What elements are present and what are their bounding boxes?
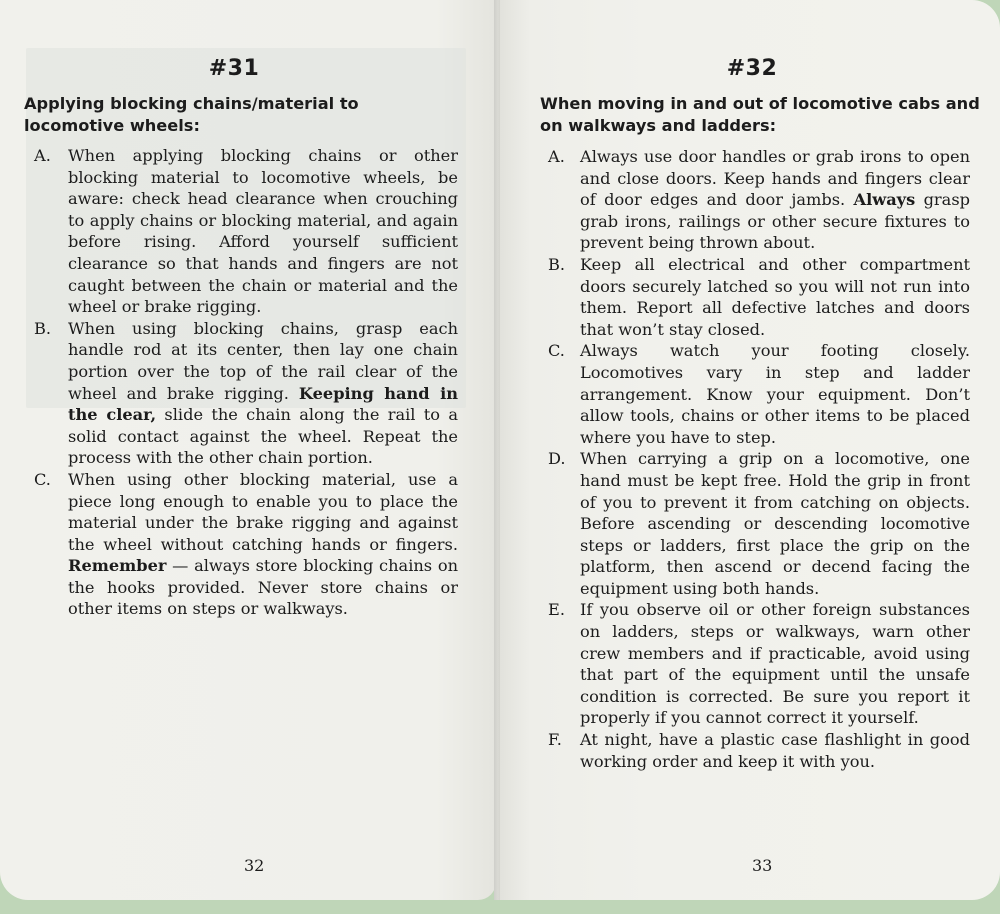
item-letter: A. [34,146,51,165]
rule-number: #31 [208,56,260,81]
rule-item [548,599,970,729]
item-text: When carrying a grip on a locomotive, one hand must be kept free. Hold the grip in front of you to prevent it from catching on objects. Before ascending or descending locomotive steps or ladders, first place the grip on the platform, then ascend or decend facing the equipment using both hands. [580,449,970,598]
item-text-part: grasp grab irons, railings or other secure fixtures to prevent being thrown about. [580,190,970,253]
rule-items [548,146,970,772]
rule-item [34,145,458,318]
item-letter: C. [34,469,51,489]
item-letter: C. [548,341,565,361]
item-letter: B. [34,318,52,338]
item-text-part: slide the chain along the rail to a solid contact against the wheel. Repeat the process with the other chain portion. [68,405,458,468]
item-text [68,469,458,620]
item-text: Keep all electrical and other compartment doors securely latched so you will not run into them. Report all defective latches and doors that won’t stay closed. [580,254,970,339]
item-emphasis: Always [853,190,916,210]
rule-number: #32 [726,56,778,81]
rule-item [548,729,970,772]
rule-item [34,318,458,469]
rule-items [34,145,458,620]
item-text-part: When using other blocking material, use a piece long enough to enable you to place the material under the brake rigging and against the wheel without catching hands or fingers. [68,469,458,554]
item-letter: A. [548,147,565,166]
rule-item [548,254,970,340]
rule-item [548,448,970,599]
item-letter: D. [548,449,566,469]
item-letter: F. [548,730,562,750]
item-text: Always watch your footing closely. Locomotives vary in step and ladder arrangement. Know your equipment. Don’t allow tools, chains or other items to be placed where you have to step. [580,341,970,447]
rule-item [34,469,458,620]
item-emphasis: Remember [68,556,167,576]
left-page [0,0,496,900]
item-text: If you observe oil or other foreign substances on ladders, steps or walkways, warn other crew members and if practicable, avoid using that part of the equipment until the unsafe condition is corrected. Be sure you report it properly if you cannot correct it yourself. [580,600,970,728]
rule-heading: Applying blocking chains/material to locomotive wheels: [24,94,359,135]
item-letter: B. [548,254,566,274]
right-page [500,0,1000,900]
page-number: 33 [752,856,773,875]
item-text: When applying blocking chains or other blocking material to locomotive wheels, be aware: check head clearance when crouching to apply chains or blocking material, and again before rising. Afford yourself sufficient clearance so that hands and fingers are not caught between the chain or material and the wheel or brake rigging. [68,146,458,317]
item-text-part: — always store blocking chains on the hooks provided. Never store chains or other items on steps or walkways. [68,556,458,619]
item-text [68,318,458,469]
rule-item [548,146,970,254]
item-emphasis: Keeping hand in the clear, [68,383,458,425]
item-text: At night, have a plastic case flashlight in good working order and keep it with you. [580,730,970,771]
item-text-part: Always use door handles or grab irons to open and close doors. Keep hands and fingers clear of door edges and door jambs. [580,147,970,210]
rule-item [548,340,970,448]
item-text [580,146,970,254]
item-letter: E. [548,600,565,620]
item-text-part: When using blocking chains, grasp each handle rod at its center, then lay one chain portion over the top of the rail clear of the wheel and brake rigging. [68,318,458,403]
rule-heading: When moving in and out of locomotive cabs and on walkways and ladders: [540,94,980,135]
page-number: 32 [244,856,265,875]
